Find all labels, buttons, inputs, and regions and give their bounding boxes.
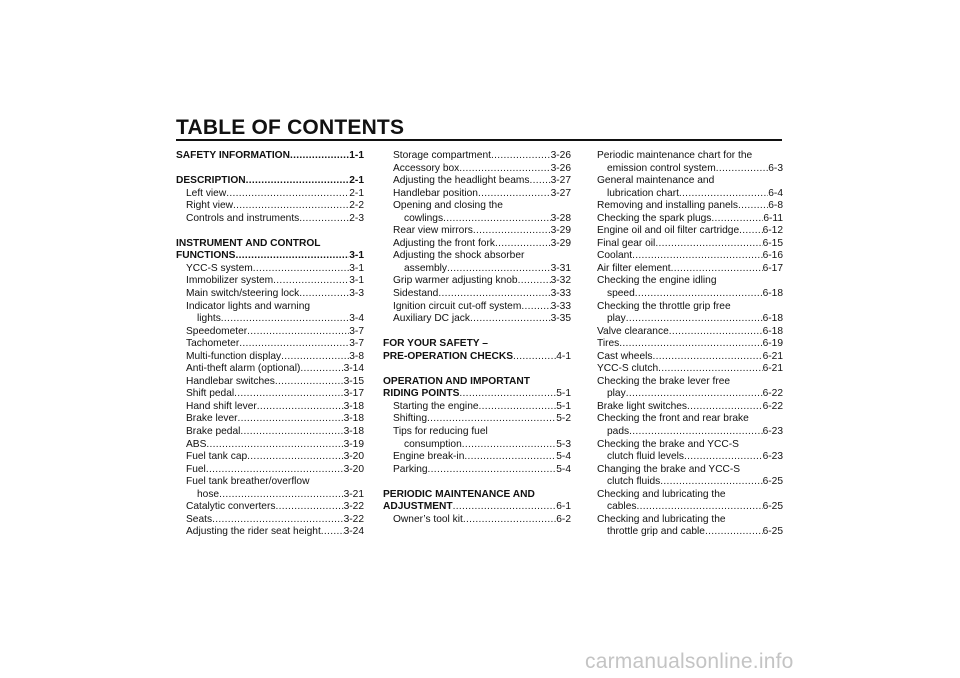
toc-entry[interactable]: Immobilizer system ..... 3-1 — [176, 275, 364, 288]
toc-entry[interactable]: PRE-OPERATION CHECKS ..... 4-1 — [383, 351, 571, 364]
toc-column-2 — [383, 150, 571, 526]
toc-entry[interactable]: Multi-function display ..... 3-8 — [176, 351, 364, 364]
toc-entry[interactable]: Controls and instruments ..... 2-3 — [176, 213, 364, 226]
toc-entry-line: Checking the throttle grip free — [597, 300, 731, 312]
toc-entry[interactable]: Fuel ..... 3-20 — [176, 464, 364, 477]
toc-entry[interactable]: Main switch/steering lock ..... 3-3 — [176, 288, 364, 301]
toc-entry[interactable]: Anti-theft alarm (optional) ..... 3-14 — [176, 363, 364, 376]
toc-entry[interactable]: Cast wheels ..... 6-21 — [597, 351, 783, 364]
toc-entry[interactable]: Starting the engine ..... 5-1 — [383, 401, 571, 414]
toc-entry[interactable]: Checking the spark plugs ..... 6-11 — [597, 213, 783, 226]
toc-entry[interactable]: FUNCTIONS ..... 3-1 — [176, 250, 364, 263]
toc-entry-line: Tips for reducing fuel — [393, 426, 488, 438]
toc-column-3 — [597, 150, 783, 539]
toc-entry[interactable]: speed ..... 6-18 — [597, 288, 783, 301]
toc-entry[interactable]: Brake light switches ..... 6-22 — [597, 401, 783, 414]
toc-entry[interactable]: DESCRIPTION ..... 2-1 — [176, 175, 364, 188]
toc-entry[interactable]: Sidestand ..... 3-33 — [383, 288, 571, 301]
toc-entry[interactable]: Handlebar position ..... 3-27 — [383, 188, 571, 201]
toc-entry[interactable]: assembly ..... 3-31 — [383, 263, 571, 276]
toc-entry[interactable]: Final gear oil ..... 6-15 — [597, 238, 783, 251]
toc-entry[interactable]: Parking ..... 5-4 — [383, 464, 571, 477]
toc-entry[interactable]: throttle grip and cable ..... 6-25 — [597, 526, 783, 539]
toc-entry[interactable]: Rear view mirrors ..... 3-29 — [383, 225, 571, 238]
toc-entry[interactable]: Grip warmer adjusting knob ..... 3-32 — [383, 275, 571, 288]
toc-entry[interactable]: Left view ..... 2-1 — [176, 188, 364, 201]
toc-entry-line: Indicator lights and warning — [186, 300, 311, 312]
watermark: carmanualsonline.info — [585, 650, 794, 673]
toc-entry[interactable]: hose ..... 3-21 — [176, 489, 364, 502]
toc-entry[interactable]: cables ..... 6-25 — [597, 501, 783, 514]
toc-entry[interactable]: Shifting ..... 5-2 — [383, 413, 571, 426]
toc-entry[interactable]: Air filter element ..... 6-17 — [597, 263, 783, 276]
toc-entry[interactable]: play ..... 6-18 — [597, 313, 783, 326]
toc-entry[interactable]: Auxiliary DC jack ..... 3-35 — [383, 313, 571, 326]
toc-entry[interactable]: Tires ..... 6-19 — [597, 338, 783, 351]
toc-entry-line: Checking the engine idling — [597, 275, 717, 287]
toc-entry-line: Opening and closing the — [393, 200, 503, 212]
toc-entry[interactable]: emission control system ..... 6-3 — [597, 163, 783, 176]
toc-entry[interactable]: Handlebar switches ..... 3-15 — [176, 376, 364, 389]
toc-entry[interactable]: SAFETY INFORMATION ..... 1-1 — [176, 150, 364, 163]
toc-entry[interactable]: clutch fluids ..... 6-25 — [597, 476, 783, 489]
toc-entry[interactable]: Hand shift lever ..... 3-18 — [176, 401, 364, 414]
toc-entry-line: Periodic maintenance chart for the — [597, 150, 753, 161]
toc-column-1 — [176, 150, 364, 539]
toc-entry[interactable]: Right view ..... 2-2 — [176, 200, 364, 213]
toc-entry[interactable]: Storage compartment ..... 3-26 — [383, 150, 571, 163]
toc-entry-line: Checking and lubricating the — [597, 513, 726, 525]
toc-heading: OPERATION AND IMPORTANT — [383, 375, 530, 387]
toc-entry[interactable]: clutch fluid levels ..... 6-23 — [597, 451, 783, 464]
toc-entry[interactable]: Shift pedal ..... 3-17 — [176, 388, 364, 401]
toc-entry[interactable]: Tachometer ..... 3-7 — [176, 338, 364, 351]
toc-entry[interactable]: Catalytic converters ..... 3-22 — [176, 501, 364, 514]
toc-entry[interactable]: Accessory box ..... 3-26 — [383, 163, 571, 176]
toc-entry-line: Changing the brake and YCC-S — [597, 463, 741, 475]
toc-entry[interactable]: Removing and installing panels ..... 6-8 — [597, 200, 783, 213]
toc-entry[interactable]: Valve clearance ..... 6-18 — [597, 326, 783, 339]
toc-entry-line: Checking and lubricating the — [597, 488, 726, 500]
toc-entry[interactable]: RIDING POINTS ..... 5-1 — [383, 388, 571, 401]
toc-entry[interactable]: YCC-S system ..... 3-1 — [176, 263, 364, 276]
toc-entry[interactable]: Ignition circuit cut-off system ..... 3-33 — [383, 301, 571, 314]
toc-entry[interactable]: cowlings ..... 3-28 — [383, 213, 571, 226]
toc-entry-line: Checking the brake and YCC-S — [597, 438, 739, 450]
title-rule — [176, 139, 782, 141]
toc-heading: INSTRUMENT AND CONTROL — [176, 237, 321, 249]
toc-entry[interactable]: Engine oil and oil filter cartridge ..... 6-12 — [597, 225, 783, 238]
toc-entry[interactable]: Adjusting the headlight beams ..... 3-27 — [383, 175, 571, 188]
toc-entry-line: General maintenance and — [597, 175, 715, 187]
toc-entry[interactable]: Brake pedal ..... 3-18 — [176, 426, 364, 439]
toc-entry[interactable]: Owner’s tool kit ..... 6-2 — [383, 514, 571, 527]
toc-entry[interactable]: Adjusting the rider seat height ..... 3-24 — [176, 526, 364, 539]
toc-entry[interactable]: play ..... 6-22 — [597, 388, 783, 401]
toc-entry[interactable]: Adjusting the front fork ..... 3-29 — [383, 238, 571, 251]
toc-entry[interactable]: ABS ..... 3-19 — [176, 439, 364, 452]
toc-entry[interactable]: YCC-S clutch ..... 6-21 — [597, 363, 783, 376]
toc-heading: FOR YOUR SAFETY – — [383, 338, 488, 350]
toc-heading: PERIODIC MAINTENANCE AND — [383, 488, 535, 500]
toc-entry[interactable]: Coolant ..... 6-16 — [597, 250, 783, 263]
toc-entry-line: Checking the brake lever free — [597, 375, 731, 387]
toc-entry-line: Checking the front and rear brake — [597, 413, 749, 425]
toc-entry[interactable]: lubrication chart ..... 6-4 — [597, 188, 783, 201]
toc-entry[interactable]: Brake lever ..... 3-18 — [176, 413, 364, 426]
page-title: TABLE OF CONTENTS — [176, 116, 405, 139]
toc-entry[interactable]: consumption ..... 5-3 — [383, 439, 571, 452]
toc-entry[interactable]: Seats ..... 3-22 — [176, 514, 364, 527]
toc-entry[interactable]: ADJUSTMENT ..... 6-1 — [383, 501, 571, 514]
toc-entry[interactable]: lights ..... 3-4 — [176, 313, 364, 326]
toc-entry[interactable]: Speedometer ..... 3-7 — [176, 326, 364, 339]
toc-entry[interactable]: Fuel tank cap ..... 3-20 — [176, 451, 364, 464]
toc-entry-line: Fuel tank breather/overflow — [186, 476, 310, 488]
toc-entry-line: Adjusting the shock absorber — [393, 250, 525, 262]
toc-entry[interactable]: Engine break-in ..... 5-4 — [383, 451, 571, 464]
toc-entry[interactable]: pads ..... 6-23 — [597, 426, 783, 439]
